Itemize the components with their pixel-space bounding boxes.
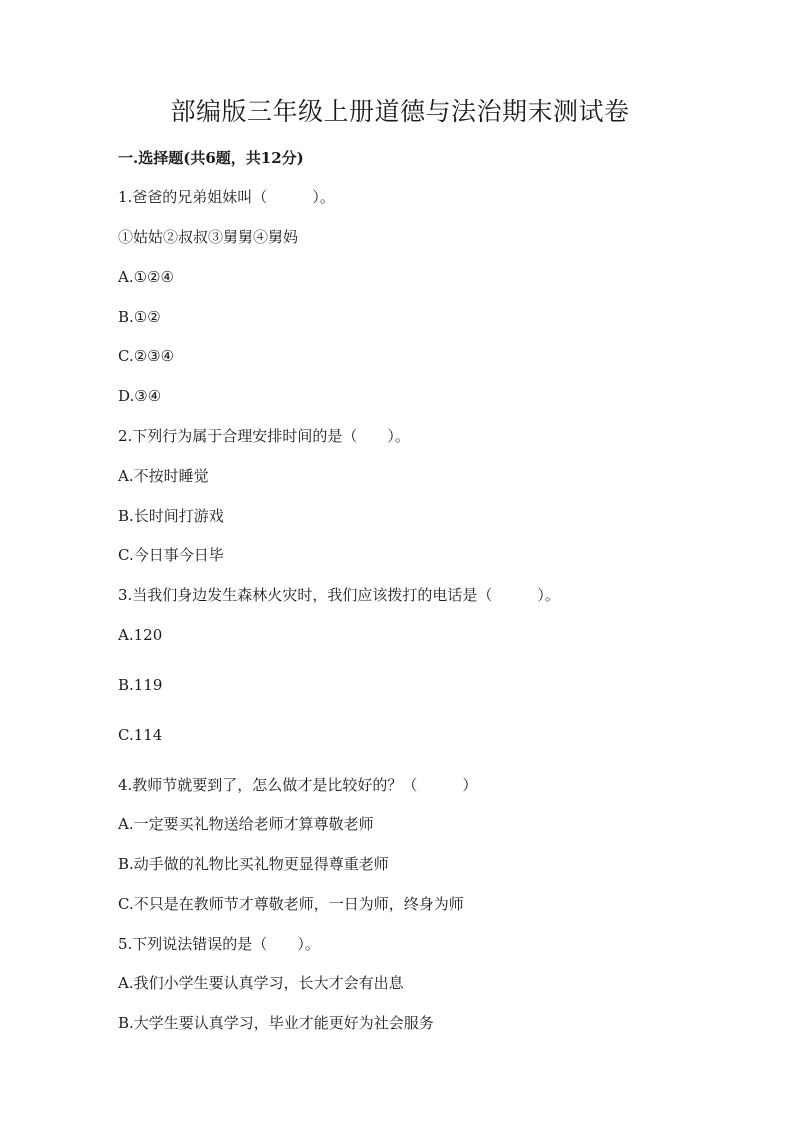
question-1-option-d: D.③④ bbox=[118, 387, 162, 405]
question-2-option-c: C.今日事今日毕 bbox=[118, 546, 224, 564]
question-4-option-b: B.动手做的礼物比买礼物更显得尊重老师 bbox=[118, 855, 389, 873]
question-3-option-c: C.114 bbox=[118, 726, 163, 744]
question-1-note: ①姑姑②叔叔③舅舅④舅妈 bbox=[118, 228, 299, 246]
question-4-stem: 4.教师节就要到了，怎么做才是比较好的？（ ） bbox=[118, 776, 478, 794]
question-1-option-a: A.①②④ bbox=[118, 268, 174, 286]
question-1-stem: 1.爸爸的兄弟姐妹叫（ ）。 bbox=[118, 188, 335, 206]
question-4-option-c: C.不只是在教师节才尊敬老师，一日为师，终身为师 bbox=[118, 895, 464, 913]
question-2-stem: 2.下列行为属于合理安排时间的是（ ）。 bbox=[118, 427, 410, 445]
question-1-option-c: C.②③④ bbox=[118, 347, 175, 365]
question-5-option-a: A.我们小学生要认真学习，长大才会有出息 bbox=[118, 974, 404, 992]
question-3-stem: 3.当我们身边发生森林火灾时，我们应该拨打的电话是（ ）。 bbox=[118, 586, 560, 604]
question-4-option-a: A.一定要买礼物送给老师才算尊敬老师 bbox=[118, 815, 374, 833]
section-header: 一.选择题(共6题，共12分) bbox=[118, 149, 304, 167]
question-5-stem: 5.下列说法错误的是（ ）。 bbox=[118, 935, 320, 953]
question-2-option-b: B.长时间打游戏 bbox=[118, 507, 224, 525]
question-5-option-b: B.大学生要认真学习，毕业才能更好为社会服务 bbox=[118, 1014, 434, 1032]
question-3-option-b: B.119 bbox=[118, 676, 163, 694]
question-2-option-a: A.不按时睡觉 bbox=[118, 467, 209, 485]
question-1-option-b: B.①② bbox=[118, 308, 161, 326]
question-3-option-a: A.120 bbox=[118, 626, 163, 644]
page-title: 部编版三年级上册道德与法治期末测试卷 bbox=[170, 97, 630, 126]
